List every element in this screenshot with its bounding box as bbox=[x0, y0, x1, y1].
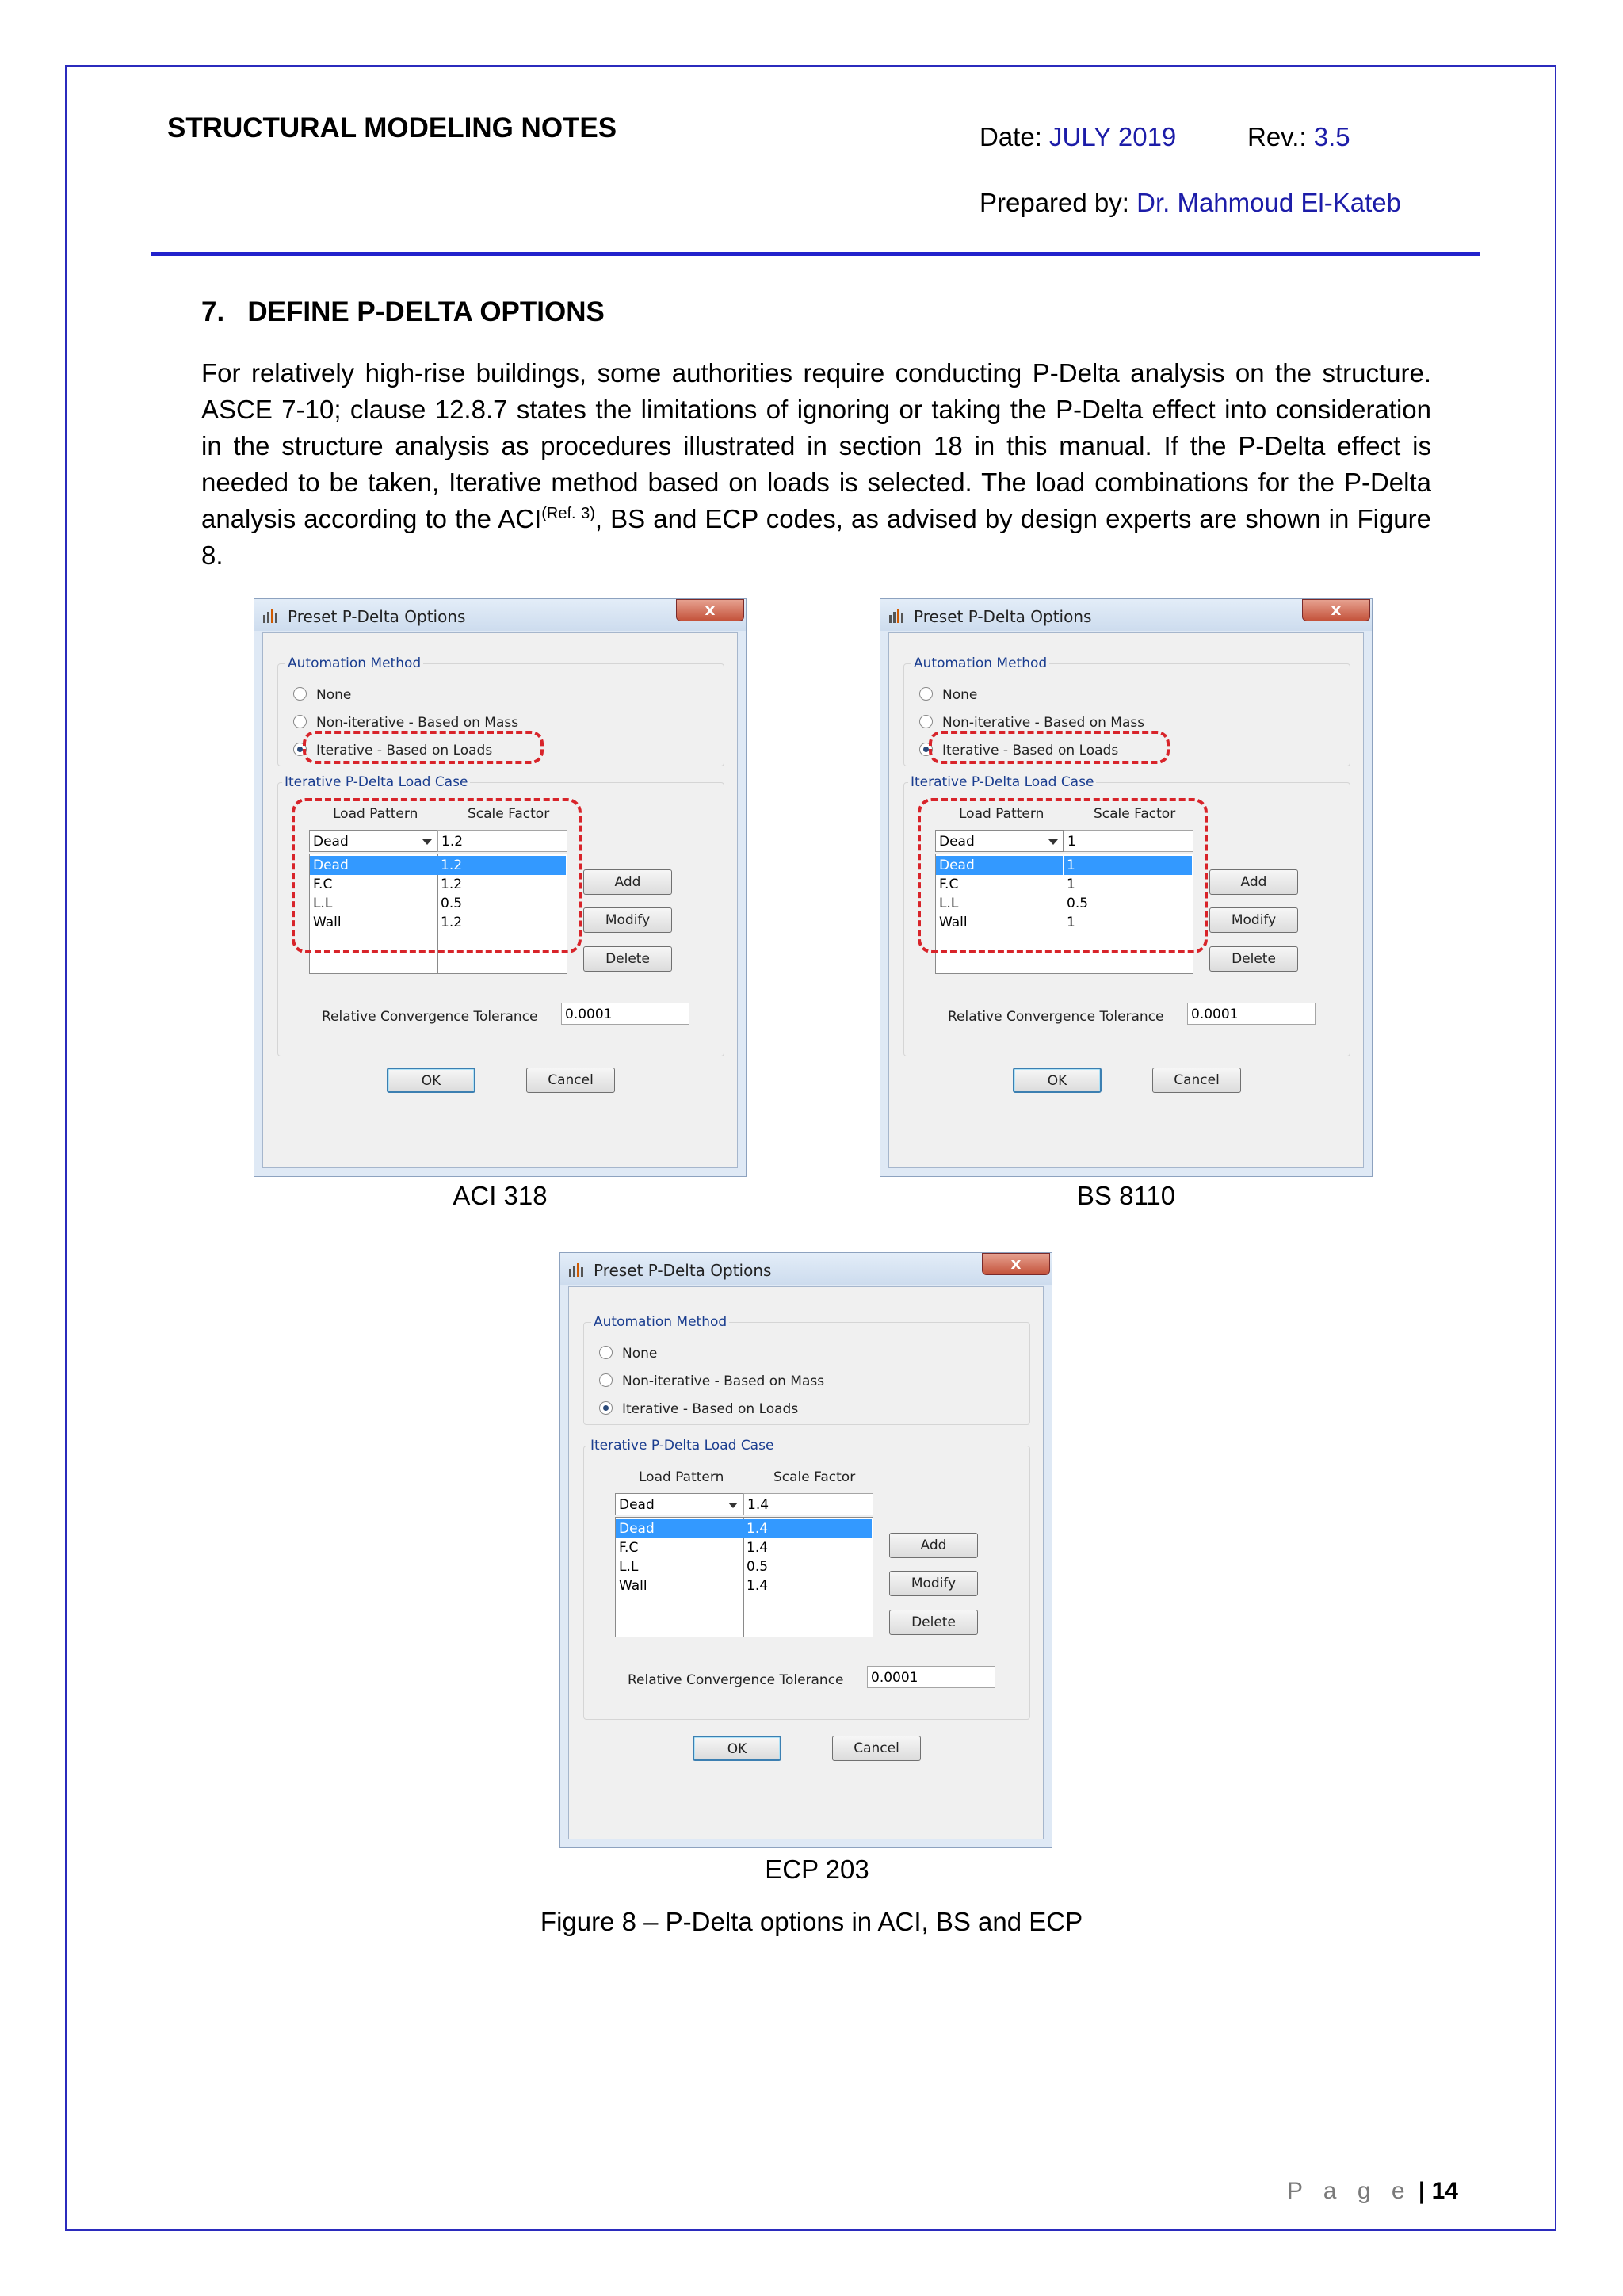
tolerance-input[interactable]: 0.0001 bbox=[1187, 1003, 1316, 1025]
highlight-load-case-table bbox=[918, 798, 1208, 953]
list-factor-cell: 0.5 bbox=[1067, 896, 1089, 911]
radio-circle bbox=[293, 715, 307, 728]
factor-column-header: Scale Factor bbox=[773, 1469, 856, 1485]
highlight-iterative-option bbox=[303, 731, 544, 764]
radio-circle bbox=[919, 715, 933, 728]
list-item[interactable] bbox=[616, 1576, 873, 1595]
figure-caption: Figure 8 – P-Delta options in ACI, BS and ECP bbox=[540, 1907, 1083, 1936]
list-item[interactable] bbox=[616, 1519, 873, 1538]
highlight-iterative-option bbox=[929, 731, 1170, 764]
ok-button[interactable]: OK bbox=[693, 1736, 781, 1761]
tolerance-input[interactable]: 0.0001 bbox=[867, 1666, 995, 1688]
load-pattern-select-value: Dead bbox=[939, 834, 975, 850]
scale-factor-input[interactable]: 1.2 bbox=[437, 830, 567, 852]
close-button[interactable]: x bbox=[1302, 599, 1370, 621]
dialog-body bbox=[888, 632, 1364, 1168]
close-button[interactable]: x bbox=[676, 599, 744, 621]
pattern-column-header: Load Pattern bbox=[639, 1469, 724, 1485]
tolerance-label: Relative Convergence Tolerance bbox=[948, 1009, 1164, 1025]
scale-factor-input[interactable]: 1 bbox=[1064, 830, 1193, 852]
list-factor-cell: 1 bbox=[1067, 915, 1075, 930]
load-pattern-select[interactable] bbox=[615, 1493, 743, 1515]
radio-circle-selected bbox=[599, 1401, 613, 1415]
rev-value: 3.5 bbox=[1313, 122, 1350, 151]
dialog-body bbox=[262, 632, 738, 1168]
radio-none[interactable] bbox=[599, 1346, 657, 1362]
radio-mass[interactable] bbox=[919, 715, 1144, 731]
list-factor-cell: 1 bbox=[1067, 877, 1075, 892]
para-text-1: For relatively high-rise buildings, some authorities require conducting P-Delta analysis on the structure. ASCE 7-10; clause 12.8.7 states the limitations of ignoring or taking the P-Delta effect into consideration in the structure analysis as procedures illustrated in section 18 in this manual. If the P-Delta effect is needed to be taken, Iterative method based on loads is selected. The load combinations for the P-Delta analysis according to the ACI bbox=[201, 358, 1431, 533]
radio-none[interactable] bbox=[919, 687, 977, 703]
list-pattern-cell: F.C bbox=[619, 1540, 639, 1556]
close-button[interactable]: x bbox=[982, 1253, 1050, 1275]
cancel-button[interactable]: Cancel bbox=[832, 1736, 921, 1761]
page-number: 14 bbox=[1431, 2178, 1458, 2204]
chevron-down-icon bbox=[728, 1503, 738, 1508]
list-factor-cell: 0.5 bbox=[441, 896, 463, 911]
pattern-column-header: Load Pattern bbox=[959, 806, 1044, 822]
rev-label: Rev.: bbox=[1247, 122, 1314, 151]
prepared-by-line bbox=[980, 188, 1401, 218]
date-value: JULY 2019 bbox=[1049, 122, 1177, 151]
automation-group-label: Automation Method bbox=[591, 1314, 729, 1330]
ok-button[interactable]: OK bbox=[1013, 1068, 1102, 1093]
load-case-list[interactable] bbox=[615, 1517, 873, 1637]
radio-mass-label: Non-iterative - Based on Mass bbox=[942, 715, 1145, 731]
highlight-load-case-table bbox=[292, 798, 582, 953]
date-line bbox=[980, 122, 1176, 152]
list-item[interactable] bbox=[616, 1557, 873, 1576]
loadcase-group-label: Iterative P-Delta Load Case bbox=[908, 774, 1096, 790]
radio-mass-label: Non-iterative - Based on Mass bbox=[316, 715, 519, 731]
factor-column-header: Scale Factor bbox=[1094, 806, 1176, 822]
page-footer bbox=[1287, 2178, 1458, 2205]
radio-mass[interactable] bbox=[599, 1373, 824, 1389]
list-factor-cell: 1.2 bbox=[441, 877, 463, 892]
radio-circle bbox=[293, 687, 307, 701]
radio-loads-label: Iterative - Based on Loads bbox=[316, 743, 493, 758]
scale-factor-input[interactable]: 1.4 bbox=[743, 1493, 873, 1515]
list-pattern-cell: F.C bbox=[313, 877, 333, 892]
cancel-button[interactable]: Cancel bbox=[526, 1068, 615, 1093]
radio-loads-label: Iterative - Based on Loads bbox=[622, 1401, 799, 1417]
list-factor-cell: 1.4 bbox=[747, 1578, 769, 1594]
list-factor-cell: 1.2 bbox=[441, 915, 463, 930]
factor-column-header: Scale Factor bbox=[468, 806, 550, 822]
add-button[interactable]: Add bbox=[889, 1533, 978, 1558]
title-bar[interactable] bbox=[254, 599, 746, 631]
radio-loads-label: Iterative - Based on Loads bbox=[942, 743, 1119, 758]
pattern-column-header: Load Pattern bbox=[333, 806, 418, 822]
list-pattern-cell: Wall bbox=[313, 915, 342, 930]
pdelta-dialog-aci bbox=[254, 598, 747, 1177]
title-bar[interactable] bbox=[880, 599, 1372, 631]
delete-button[interactable]: Delete bbox=[889, 1610, 978, 1635]
page-separator: | bbox=[1411, 2178, 1432, 2204]
dialog-title: Preset P-Delta Options bbox=[288, 607, 466, 626]
tolerance-label: Relative Convergence Tolerance bbox=[322, 1009, 538, 1025]
list-item[interactable] bbox=[616, 1538, 873, 1557]
dialog-title: Preset P-Delta Options bbox=[594, 1261, 772, 1280]
pdelta-dialog-bs bbox=[880, 598, 1373, 1177]
radio-circle bbox=[599, 1346, 613, 1359]
list-pattern-cell: L.L bbox=[939, 896, 959, 911]
list-pattern-cell: Dead bbox=[936, 856, 1063, 875]
add-button[interactable]: Add bbox=[1209, 869, 1298, 895]
revision-line bbox=[1247, 122, 1350, 152]
ok-button[interactable]: OK bbox=[387, 1068, 475, 1093]
load-pattern-select-value: Dead bbox=[619, 1497, 655, 1513]
modify-button[interactable]: Modify bbox=[583, 907, 672, 933]
para-text-2: , BS and ECP codes, as advised by design experts are shown in Figure 8. bbox=[201, 504, 1431, 570]
dialog-body bbox=[568, 1286, 1044, 1839]
modify-button[interactable]: Modify bbox=[889, 1571, 978, 1596]
list-pattern-cell: F.C bbox=[939, 877, 959, 892]
para-reference: (Ref. 3) bbox=[541, 505, 595, 522]
prepared-value: Dr. Mahmoud El-Kateb bbox=[1136, 188, 1401, 217]
automation-group-label: Automation Method bbox=[911, 655, 1049, 671]
radio-mass-label: Non-iterative - Based on Mass bbox=[622, 1373, 825, 1389]
pdelta-dialog-ecp bbox=[559, 1252, 1052, 1848]
list-pattern-cell: Wall bbox=[619, 1578, 647, 1594]
list-factor-cell: 1.4 bbox=[747, 1540, 769, 1556]
tolerance-input[interactable]: 0.0001 bbox=[561, 1003, 689, 1025]
radio-none-label: None bbox=[622, 1346, 658, 1362]
radio-circle bbox=[919, 687, 933, 701]
app-icon bbox=[568, 1263, 586, 1277]
app-icon bbox=[262, 609, 280, 623]
header-rule bbox=[151, 252, 1480, 256]
radio-circle bbox=[599, 1373, 613, 1387]
caption-bs: BS 8110 bbox=[1076, 1181, 1176, 1210]
list-factor-cell: 1.2 bbox=[437, 856, 566, 875]
delete-button[interactable]: Delete bbox=[583, 946, 672, 972]
dialog-title: Preset P-Delta Options bbox=[914, 607, 1092, 626]
radio-none-label: None bbox=[316, 687, 352, 703]
caption-ecp: ECP 203 bbox=[765, 1855, 869, 1884]
cancel-button[interactable]: Cancel bbox=[1152, 1068, 1241, 1093]
radio-none-label: None bbox=[942, 687, 978, 703]
app-icon bbox=[888, 609, 906, 623]
tolerance-label: Relative Convergence Tolerance bbox=[628, 1672, 844, 1688]
list-factor-cell: 1.4 bbox=[743, 1519, 872, 1538]
document-title: STRUCTURAL MODELING NOTES bbox=[167, 113, 617, 143]
loadcase-group-label: Iterative P-Delta Load Case bbox=[282, 774, 470, 790]
list-pattern-cell: L.L bbox=[619, 1559, 639, 1575]
radio-loads[interactable] bbox=[599, 1401, 798, 1417]
date-label: Date: bbox=[980, 122, 1050, 151]
list-factor-cell: 1 bbox=[1064, 856, 1192, 875]
automation-group-label: Automation Method bbox=[285, 655, 423, 671]
radio-mass[interactable] bbox=[293, 715, 518, 731]
body-paragraph bbox=[201, 355, 1431, 574]
radio-none[interactable] bbox=[293, 687, 351, 703]
prepared-label: Prepared by: bbox=[980, 188, 1137, 217]
list-pattern-cell: L.L bbox=[313, 896, 333, 911]
modify-button[interactable]: Modify bbox=[1209, 907, 1298, 933]
add-button[interactable]: Add bbox=[583, 869, 672, 895]
list-pattern-cell: Dead bbox=[616, 1519, 743, 1538]
title-bar[interactable] bbox=[560, 1253, 1052, 1285]
delete-button[interactable]: Delete bbox=[1209, 946, 1298, 972]
caption-aci: ACI 318 bbox=[453, 1181, 548, 1210]
section-heading: 7. DEFINE P-DELTA OPTIONS bbox=[201, 296, 605, 327]
list-factor-cell: 0.5 bbox=[747, 1559, 769, 1575]
list-pattern-cell: Wall bbox=[939, 915, 968, 930]
page-label: P a g e bbox=[1287, 2178, 1412, 2204]
load-pattern-select-value: Dead bbox=[313, 834, 349, 850]
list-pattern-cell: Dead bbox=[310, 856, 437, 875]
loadcase-group-label: Iterative P-Delta Load Case bbox=[588, 1438, 776, 1454]
